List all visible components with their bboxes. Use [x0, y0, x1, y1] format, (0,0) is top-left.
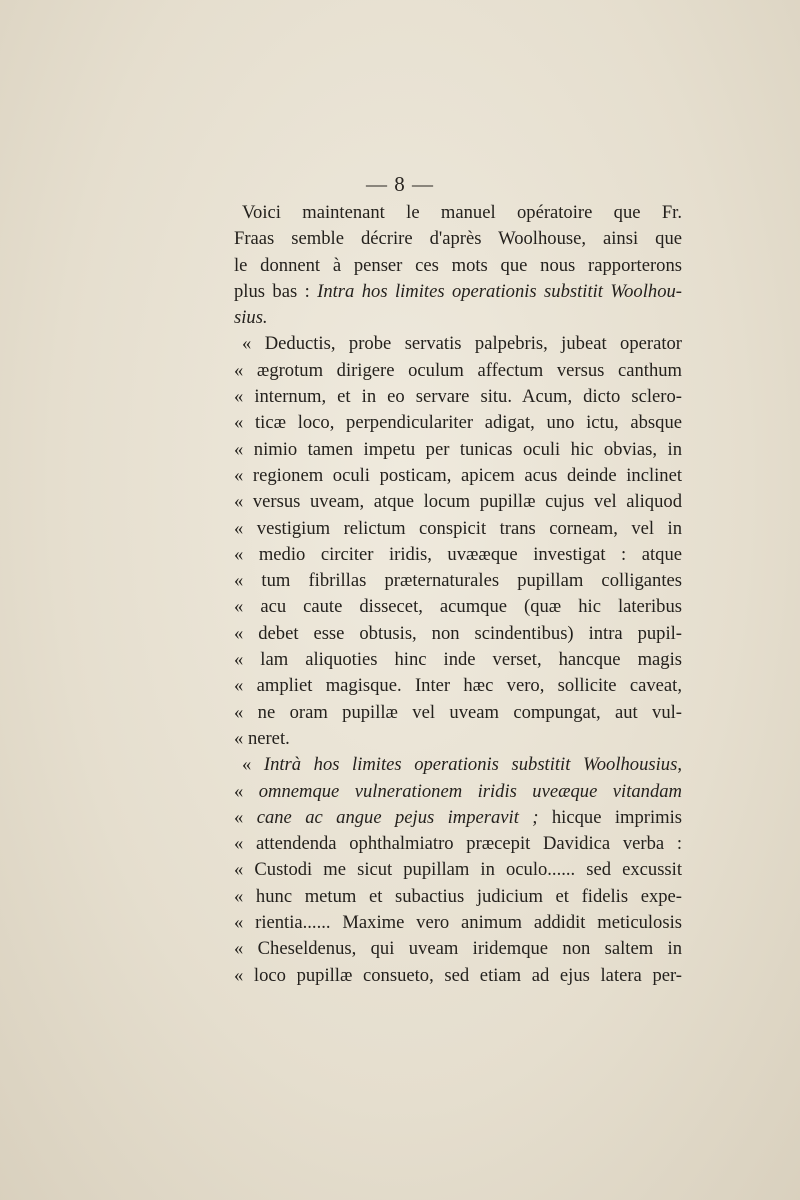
- text-line: « cane ac angue pejus imperavit ; hicque imprimis: [234, 806, 682, 828]
- italic-span: cane ac angue pejus imperavit ;: [256, 806, 539, 828]
- text-line: plus bas : Intra hos limites operationis substitit Woolhou-: [234, 280, 682, 302]
- text-line: Voici maintenant le manuel opératoire que Fr.: [242, 202, 682, 223]
- page-number: — 8 —: [366, 172, 434, 196]
- text-line: « lam aliquoties hinc inde verset, hancque magis: [234, 649, 682, 671]
- body-text: [234, 200, 682, 989]
- text-line: « regionem oculi posticam, apicem acus deinde inclinet: [234, 464, 682, 486]
- italic-span: Intra hos limites operationis substitit Woolhou-: [317, 280, 682, 302]
- text-line: « rientia...... Maxime vero animum addidit meticulosis: [234, 912, 682, 934]
- italic-span: omnemque vulnerationem iridis uveæque vitandam: [258, 780, 682, 802]
- text-line: « versus uveam, atque locum pupillæ cujus vel aliquod: [234, 491, 682, 513]
- text-line: « hunc metum et subactius judicium et fidelis expe-: [234, 885, 682, 907]
- italic-span: Intrà hos limites operationis substitit Woolhousius: [263, 754, 678, 776]
- text-line: « omnemque vulnerationem iridis uveæque vitandam: [234, 780, 682, 802]
- text-line: « vestigium relictum conspicit trans corneam, vel in: [234, 517, 682, 539]
- text-line: « medio circiter iridis, uvææque investigat : atque: [234, 543, 682, 565]
- text-line: « nimio tamen impetu per tunicas oculi hic obvias, in: [234, 438, 682, 460]
- text-line: « debet esse obtusis, non scindentibus) intra pupil-: [234, 622, 682, 644]
- text-line: « ægrotum dirigere oculum affectum versus canthum: [234, 359, 682, 381]
- text-line: « Custodi me sicut pupillam in oculo...... sed excussit: [234, 859, 682, 881]
- text-line: « Deductis, probe servatis palpebris, jubeat operator: [242, 333, 682, 355]
- text-line: « internum, et in eo servare situ. Acum, dicto sclero-: [234, 386, 682, 408]
- text-line: « ne oram pupillæ vel uveam compungat, aut vul-: [234, 701, 682, 723]
- text-line: « ticæ loco, perpendiculariter adigat, uno ictu, absque: [234, 412, 682, 434]
- text-line: « acu caute dissecet, acumque (quæ hic lateribus: [234, 596, 682, 618]
- text-line: « attendenda ophthalmiatro præcepit Davidica verba :: [234, 833, 682, 855]
- text-line: « Cheseldenus, qui uveam iridemque non saltem in: [234, 938, 682, 960]
- text-line: « Intrà hos limites operationis substitit Woolhousius,: [242, 754, 682, 776]
- text-line: « loco pupillæ consueto, sed etiam ad ejus latera per-: [234, 964, 682, 986]
- text-line: [234, 305, 682, 331]
- text-line: « tum fibrillas præternaturales pupillam colligantes: [234, 570, 682, 592]
- italic-span: sius.: [234, 307, 268, 329]
- text-line: le donnent à penser ces mots que nous rapporterons: [234, 254, 682, 276]
- text-line: « neret.: [234, 727, 290, 749]
- text-line: « ampliet magisque. Inter hæc vero, sollicite caveat,: [234, 675, 682, 697]
- text-line: Fraas semble décrire d'après Woolhouse, ainsi que: [234, 228, 682, 250]
